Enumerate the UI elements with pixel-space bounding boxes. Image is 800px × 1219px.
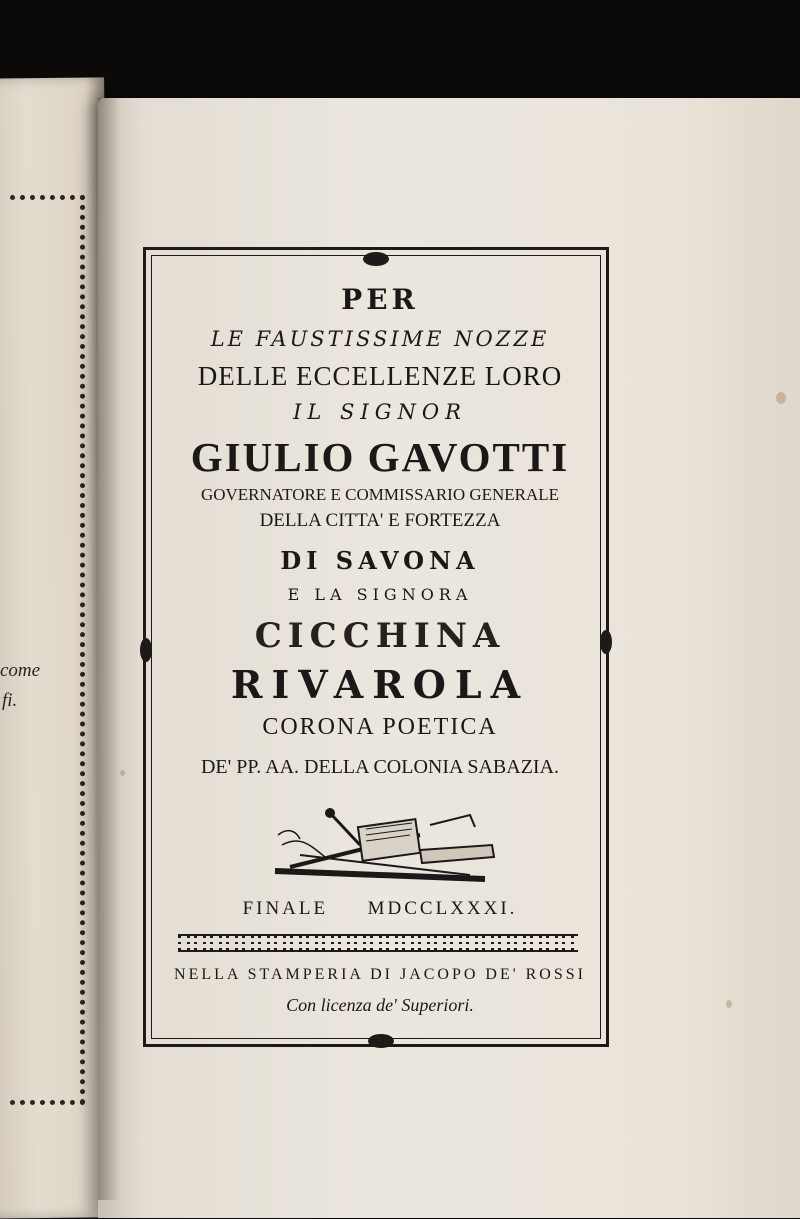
left-page-border [10, 195, 85, 1105]
title-line-per: PER [341, 283, 419, 316]
city-name: DI SAVONA [280, 546, 480, 575]
work-title: CORONA POETICA [262, 714, 498, 740]
groom-name: GIULIO GAVOTTI [190, 434, 570, 480]
foxing-spot [776, 392, 786, 404]
printer-line: NELLA STAMPERIA DI JACOPO DE' ROSSI [174, 966, 586, 983]
title-line-signora: E LA SIGNORA [287, 585, 473, 604]
authors-line: DE' PP. AA. DELLA COLONIA SABAZIA. [200, 756, 560, 778]
greek-key-band [178, 936, 578, 950]
meander-rule-bottom [178, 950, 578, 952]
bride-surname: RIVAROLA [230, 662, 530, 707]
bride-first-name: CICCHINA [254, 616, 506, 656]
left-page-fragment: come [0, 660, 41, 681]
left-page-fragment: fi. [2, 690, 18, 711]
title-line-nozze: LE FAUSTISSIME NOZZE [210, 327, 550, 351]
imprint-year: MDCCLXXXI. [367, 898, 518, 919]
imprint-place: FINALE [242, 898, 329, 919]
imprint-line [140, 898, 620, 920]
groom-title: GOVERNATORE E COMMISSARIO GENERALE [200, 485, 560, 504]
foxing-spot [726, 1000, 732, 1008]
frame-ornament [363, 252, 389, 266]
vignette-trophy-icon [270, 805, 500, 883]
title-line-signor: IL SIGNOR [293, 400, 467, 424]
groom-title-city: DELLA CITTA' E FORTEZZA [259, 510, 501, 531]
license-line: Con licenza de' Superiori. [286, 995, 474, 1015]
foxing-spot [120, 770, 125, 776]
page-gutter-shadow [98, 98, 120, 1200]
title-line-eccellenze: DELLE ECCELLENZE LORO [197, 361, 563, 391]
frame-ornament [368, 1034, 394, 1048]
